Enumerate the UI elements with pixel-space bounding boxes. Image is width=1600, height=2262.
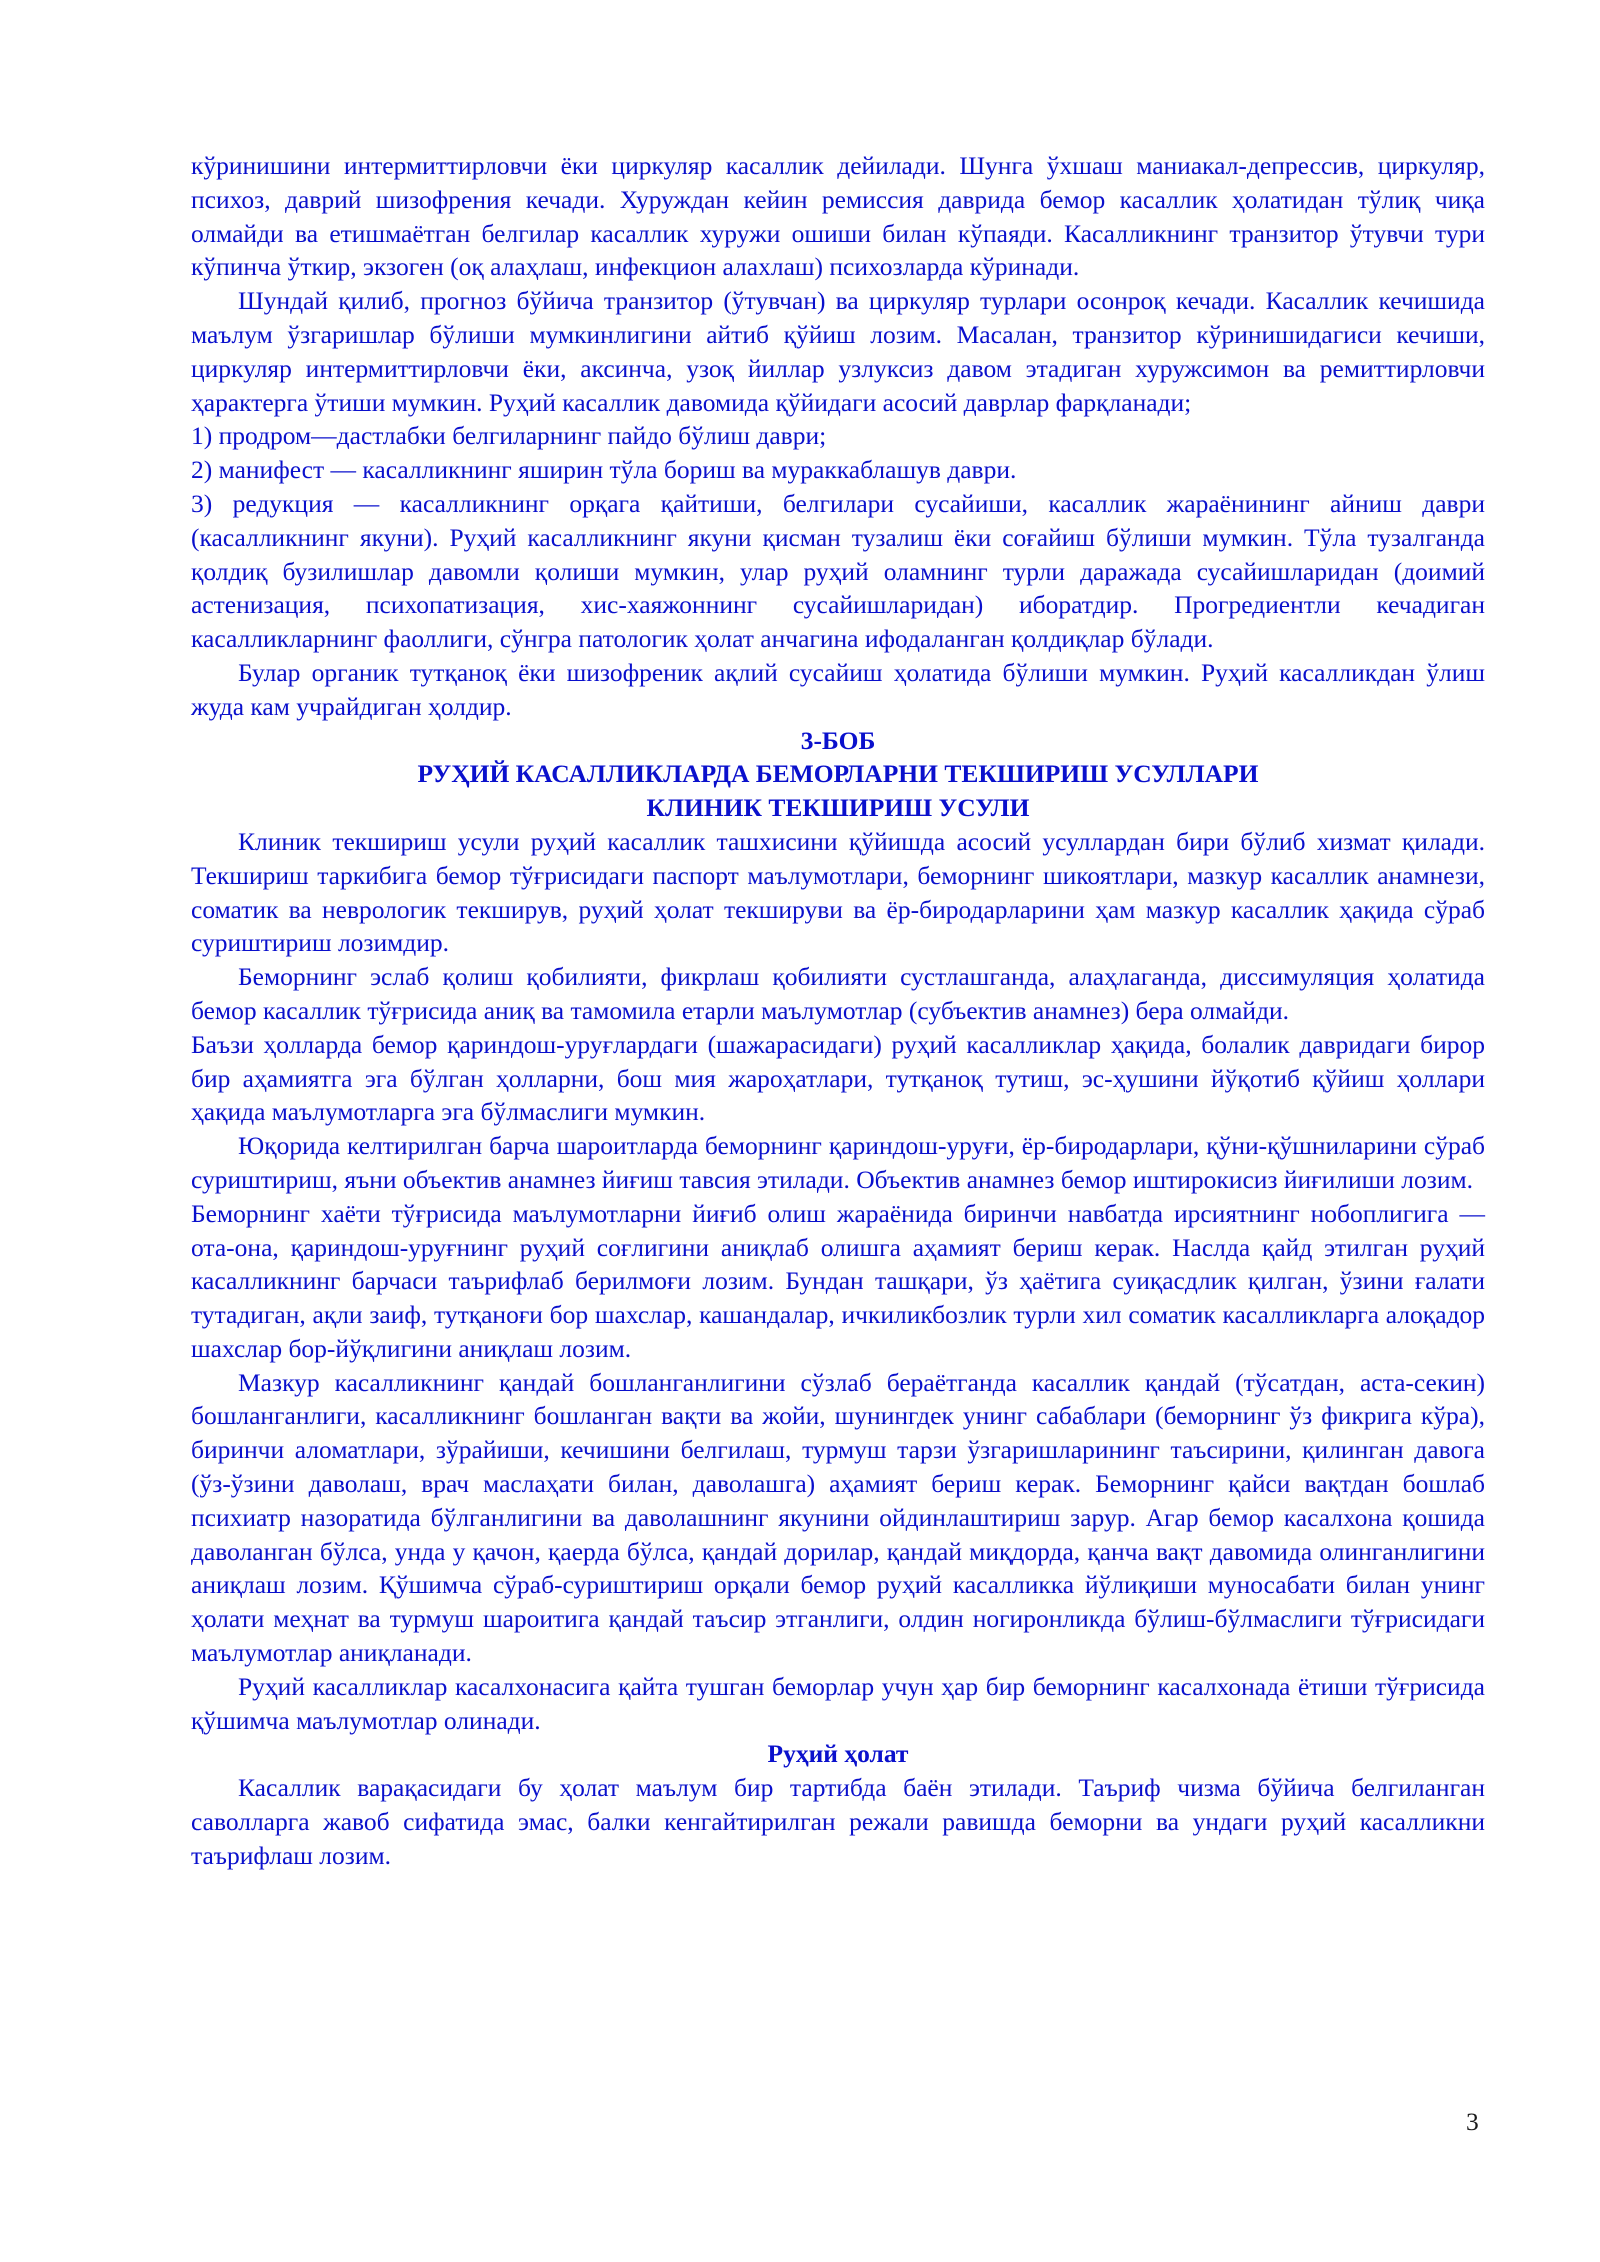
- paragraph: Беморнинг эслаб қолиш қобилияти, фикрлаш қобилияти сустлашганда, алаҳлаганда, диссимуляция ҳолатида бемор касаллик тўғрисида аниқ ва тамомила етарли маълумотлар (субъектив анамнез) бера олмайди.: [191, 962, 1485, 1025]
- paragraph: Клиник текшириш усули руҳий касаллик ташхисини қўйишда асосий усуллардан бири бўлиб хизмат қилади. Текшириш таркибига бемор тўғрисидаги паспорт маълумотлари, беморнинг шикоятлари, мазкур касаллик анамнези, соматик ва неврологик текширув, руҳий ҳолат текшируви ва ёр-биродарларини ҳам мазкур касаллик ҳақида сўраб суриштириш лозимдир.: [191, 826, 1485, 958]
- paragraph: Касаллик варақасидаги бу ҳолат маълум бир тартибда баён этилади. Таъриф чизма бўйича белгиланган саволларга жавоб сифатида эмас, балки кенгайтирилган режали равишда беморни ва ундаги руҳий касалликни таърифлаш лозим.: [191, 1773, 1485, 1870]
- paragraph: Баъзи ҳолларда бемор қариндош-уруғлардаги (шажарасидаги) руҳий касалликлар ҳақида, болалик давридаги бирор бир аҳамиятга эга бўлган ҳолларни, бош мия жароҳатлари, тутқаноқ тутиш, эс-ҳушини йўқотиб қўйиш ҳоллари ҳақида маълумотларга эга бўлмаслиги мумкин.: [191, 1029, 1485, 1127]
- paragraph: Беморнинг хаёти тўғрисида маълумотларни йиғиб олиш жараёнида биринчи навбатда ирсиятнинг нобоплигига — ота-она, қариндош-уруғнинг руҳий соғлигини аниқлаб олишга аҳамият бериш керак. Наслда қайд этилган руҳий касалликнинг барчаси таърифлаб берилмоғи лозим. Бундан ташқари, ўз ҳаётига суиқасдлик қилган, ўзини ғалати тутадиган, ақли заиф, тутқаноғи бор шахслар, кашандалар, ичкиликбозлик турли хил соматик касалликларга алоқадор шахслар бор-йўқлигини аниқлаш лозим.: [191, 1198, 1485, 1363]
- section-title: КЛИНИК ТЕКШИРИШ УСУЛИ: [646, 793, 1030, 823]
- list-item: 1) продром—дастлабки белгиларнинг пайдо бўлиш даври;: [191, 421, 827, 451]
- page-body: [191, 149, 1485, 1873]
- paragraph: Шундай қилиб, прогноз бўйича транзитор (ўтувчан) ва циркуляр турлари осонроқ кечади. Касаллик кечишида маълум ўзгаришлар бўлиши мумкинлигини айтиб қўйиш лозим. Масалан, транзитор кўринишидагиси кечиши, циркуляр интермиттирловчи ёки, аксинча, узоқ йиллар узлуксиз давом этадиган хуружсимон ва ремиттирловчи ҳарактерга ўтиши мумкин. Руҳий касаллик давомида қўйидаги асосий даврлар фарқланади;: [191, 286, 1485, 417]
- list-item: 3) редукция — касалликнинг орқага қайтиши, белгилари сусайиши, касаллик жараёнининг айниш даври (касалликнинг якуни). Руҳий касалликнинг якуни қисман тузалиш ёки соғайиш бўлиши мумкин. Тўла тузалганда қолдиқ бузилишлар давомли қолиши мумкин, улар руҳий оламнинг турли даражада сусайишларидан (доимий астенизация, психопатизация, хис-хаяжоннинг сусайишларидан) иборатдир. Прогредиентли кечадиган касалликларнинг фаоллиги, сўнгра патологик ҳолат анчагина ифодаланган қолдиқлар бўлади.: [191, 488, 1485, 654]
- paragraph: Мазкур касалликнинг қандай бошланганлигини сўзлаб бераётганда касаллик қандай (тўсатдан, аста-секин) бошланганлиги, касалликнинг бошланган вақти ва жойи, шунингдек унинг сабаблари (беморнинг ўз фикрига кўра), биринчи аломатлари, зўрайиши, кечишини белгилаш, турмуш тарзи ўзгаришларининг таъсирини, қилинган давога (ўз-ўзини даволаш, врач маслаҳати билан, даволашга) аҳамият бериш керак. Беморнинг қайси вақтдан бошлаб психиатр назоратида бўлганлигини ва даволашнинг якунини ойдинлаштириш зарур. Агар бемор касалхона қошида даволанган бўлса, унда у қачон, қаерда бўлса, қандай дорилар, қандай миқдорда, қанча вақт давомида олинганлигини аниқлаш лозим. Қўшимча сўраб-суриштириш орқали бемор руҳий касалликка йўлиқиши муносабати билан унинг ҳолати меҳнат ва турмуш шароитига қандай таъсир этганлиги, олдин ногиронликда бўлиш-бўлмаслиги тўғрисидаги маълумотлар аниқланади.: [191, 1367, 1485, 1668]
- chapter-label: 3-БОБ: [800, 725, 876, 755]
- chapter-title: РУҲИЙ КАСАЛЛИКЛАРДА БЕМОРЛАРНИ ТЕКШИРИШ УСУЛЛАРИ: [417, 759, 1259, 789]
- paragraph: Булар органик тутқаноқ ёки шизофреник ақлий сусайиш ҳолатида бўлиши мумкин. Руҳий касалликдан ўлиш жуда кам учрайдиган ҳолдир.: [191, 657, 1485, 721]
- paragraph: кўринишини интермиттирловчи ёки циркуляр касаллик дейилади. Шунга ўхшаш маниакал-депрессив, циркуляр, психоз, даврий шизофрения кечади. Хуруждан кейин ремиссия даврида бемор касаллик ҳолатидан тўлиқ чиқа олмайди ва етишмаётган белгилар касаллик хуружи ошиши билан кўпаяди. Касалликнинг транзитор ўтувчи тури кўпинча ўткир, экзоген (оқ алаҳлаш, инфекцион алахлаш) психозларда кўринади.: [191, 151, 1485, 282]
- subsection-title: Руҳий ҳолат: [767, 1739, 909, 1769]
- page-number: 3: [1466, 2107, 1479, 2136]
- paragraph: Юқорида келтирилган барча шароитларда беморнинг қариндош-уруғи, ёр-биродарлари, қўни-қўшниларини сўраб суриштириш, яъни объектив анамнез йиғиш тавсия этилади. Объектив анамнез бемор иштирокисиз йиғилиши лозим.: [191, 1131, 1485, 1194]
- list-item: 2) манифест — касалликнинг яширин тўла бориш ва мураккаблашув даври.: [191, 455, 1017, 485]
- paragraph: Руҳий касалликлар касалхонасига қайта тушган беморлар учун ҳар бир беморнинг касалхонада ётиши тўғрисида қўшимча маълумотлар олинади.: [191, 1671, 1485, 1735]
